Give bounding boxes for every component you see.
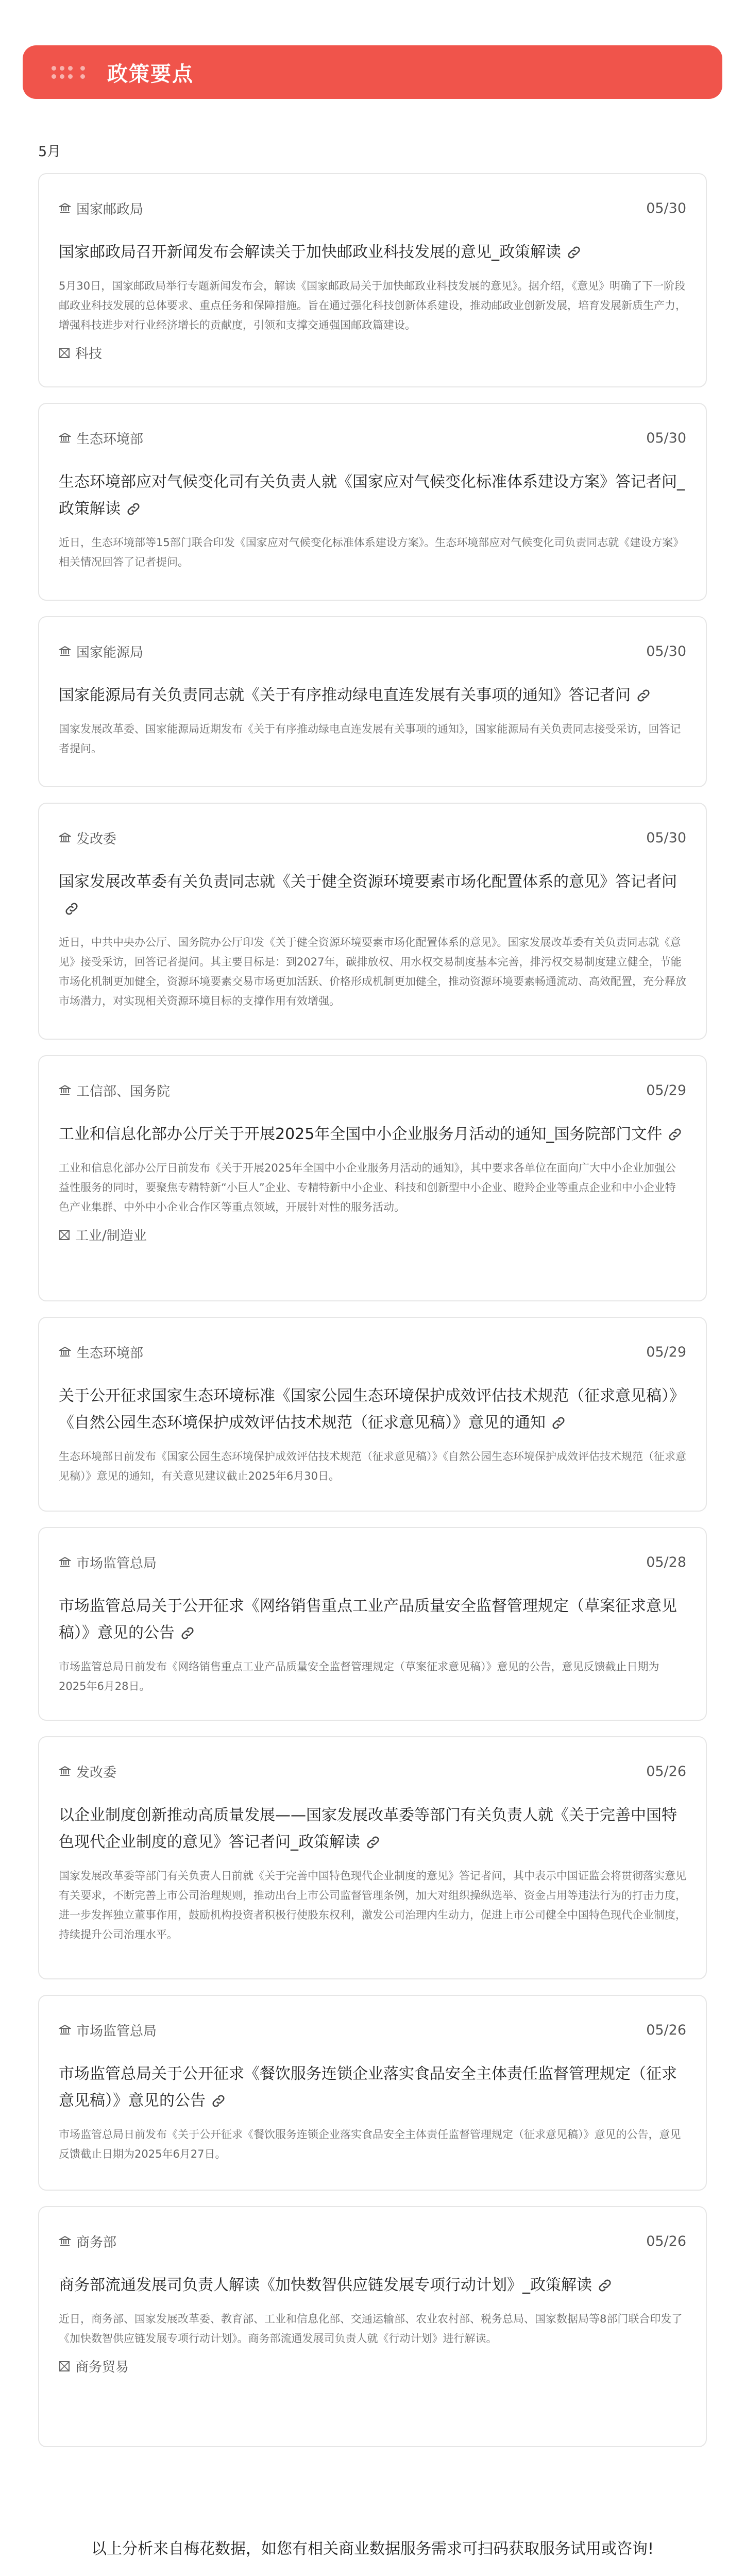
policy-title-text[interactable]: 关于公开征求国家生态环境标准《国家公园生态环境保护成效评估技术规范（征求意见稿）》《自然公园生态环境保护成效评估技术规范（征求意见稿）》意见的通知 xyxy=(59,1387,685,1432)
source-label: 发改委 xyxy=(76,831,117,847)
policy-title[interactable] xyxy=(59,469,686,522)
category-label: 科技 xyxy=(75,346,103,362)
policy-title-text[interactable]: 商务部流通发展司负责人解读《加快数智供应链发展专项行动计划》_政策解读 xyxy=(59,2276,592,2294)
publish-date: 05/30 xyxy=(646,430,686,446)
policy-summary: 5月30日，国家邮政局举行专题新闻发布会，解读《国家邮政局关于加快邮政业科技发展的意见》。据介绍，《意见》明确了下一阶段邮政业科技发展的总体要求、重点任务和保障措施。旨在通过强化科技创新体系建设，推动邮政业创新发展，培育发展新质生产力，增强科技进步对行业经济增长的贡献度，引领和支撑交通强国邮政篇建设。 xyxy=(59,280,686,331)
policy-title-text[interactable]: 以企业制度创新推动高质量发展——国家发展改革委等部门有关负责人就《关于完善中国特色现代企业制度的意见》答记者问_政策解读 xyxy=(59,1806,677,1851)
source xyxy=(59,2021,157,2040)
source-label: 国家邮政局 xyxy=(76,201,144,217)
decorative-dots xyxy=(52,62,98,82)
policy-title-text[interactable]: 工业和信息化部办公厅关于开展2025年全国中小企业服务月活动的通知_国务院部门文件 xyxy=(59,1125,663,1143)
source xyxy=(59,2232,116,2251)
tag-icon xyxy=(59,1229,70,1241)
month-label: 5月 xyxy=(38,144,61,160)
source-label: 国家能源局 xyxy=(76,645,144,660)
policy-title[interactable] xyxy=(59,682,686,709)
policy-card[interactable] xyxy=(38,1317,707,1512)
category-tag xyxy=(59,2357,686,2376)
card-header xyxy=(59,1080,686,1100)
source xyxy=(59,828,116,848)
card-header xyxy=(59,198,686,218)
category-label: 工业/制造业 xyxy=(75,1228,147,1244)
card-header xyxy=(59,641,686,662)
bank-icon xyxy=(59,1556,71,1568)
link-icon[interactable] xyxy=(636,688,651,703)
source xyxy=(59,429,143,448)
publish-date: 05/26 xyxy=(646,2233,686,2249)
source-label: 生态环境部 xyxy=(76,431,144,447)
category-tag xyxy=(59,1225,686,1244)
bank-icon xyxy=(59,202,71,214)
policy-title[interactable] xyxy=(59,1593,686,1647)
source-label: 生态环境部 xyxy=(76,1345,144,1361)
card-header xyxy=(59,827,686,848)
source xyxy=(59,1081,170,1100)
section-header xyxy=(23,45,722,99)
policy-title-text[interactable]: 国家发展改革委有关负责同志就《关于健全资源环境要素市场化配置体系的意见》答记者问 xyxy=(59,873,677,891)
policy-summary: 市场监管总局日前发布《关于公开征求《餐饮服务连锁企业落实食品安全主体责任监督管理规定（征求意见稿）》意见的公告，意见反馈截止日期为2025年6月27日。 xyxy=(59,2128,681,2160)
policy-card[interactable] xyxy=(38,1055,707,1301)
policy-card[interactable] xyxy=(38,1995,707,2191)
policy-title[interactable] xyxy=(59,2272,686,2299)
policy-summary: 市场监管总局日前发布《网络销售重点工业产品质量安全监督管理规定（草案征求意见稿）》意见的公告，意见反馈截止日期为2025年6月28日。 xyxy=(59,1660,659,1692)
card-header xyxy=(59,2231,686,2251)
policy-title[interactable] xyxy=(59,869,686,922)
card-header xyxy=(59,1552,686,1572)
source xyxy=(59,1553,157,1572)
policy-title-text[interactable]: 市场监管总局关于公开征求《网络销售重点工业产品质量安全监督管理规定（草案征求意见稿）》意见的公告 xyxy=(59,1597,677,1642)
policy-card[interactable] xyxy=(38,173,707,387)
policy-summary: 近日，生态环境部等15部门联合印发《国家应对气候变化标准体系建设方案》。生态环境部应对气候变化司负责同志就《建设方案》相关情况回答了记者提问。 xyxy=(59,536,684,568)
source xyxy=(59,1762,116,1781)
policy-card[interactable] xyxy=(38,2206,707,2447)
category-tag xyxy=(59,343,686,362)
policy-summary: 近日，中共中央办公厅、国务院办公厅印发《关于健全资源环境要素市场化配置体系的意见》。国家发展改革委有关负责同志就《意见》接受采访，回答记者提问。其主要目标是：到2027年，碳排放权、用水权交易制度基本完善，排污权交易制度建立健全，节能市场化机制更加健全，资源环境要素交易市场更加活跃、价格形成机制更加健全，推动资源环境要素畅通流动、高效配置，充分释放市场潜力，对实现相关资源环境目标的支撑作用有效增强。 xyxy=(59,936,686,1007)
source-label: 市场监管总局 xyxy=(76,1555,157,1571)
source-label: 发改委 xyxy=(76,1765,117,1781)
policy-title-text[interactable]: 生态环境部应对气候变化司有关负责人就《国家应对气候变化标准体系建设方案》答记者问_政策解读 xyxy=(59,473,685,518)
bank-icon xyxy=(59,432,71,444)
source-label: 工信部、国务院 xyxy=(76,1083,171,1099)
link-icon[interactable] xyxy=(64,901,79,917)
source xyxy=(59,1343,143,1362)
bank-icon xyxy=(59,1765,71,1777)
link-icon[interactable] xyxy=(566,245,582,260)
policy-title[interactable] xyxy=(59,239,686,266)
publish-date: 05/30 xyxy=(646,643,686,659)
policy-card[interactable] xyxy=(38,803,707,1040)
section-title: 政策要点 xyxy=(107,62,194,86)
link-icon[interactable] xyxy=(180,1625,195,1641)
policy-title-text[interactable]: 国家能源局有关负责同志就《关于有序推动绿电直连发展有关事项的通知》答记者问 xyxy=(59,686,631,704)
publish-date: 05/26 xyxy=(646,1763,686,1780)
policy-title-text[interactable]: 国家邮政局召开新闻发布会解读关于加快邮政业科技发展的意见_政策解读 xyxy=(59,243,561,261)
link-icon[interactable] xyxy=(597,2278,613,2293)
publish-date: 05/26 xyxy=(646,2022,686,2038)
card-header xyxy=(59,1761,686,1782)
publish-date: 05/30 xyxy=(646,200,686,216)
source xyxy=(59,199,143,218)
source xyxy=(59,642,143,661)
policy-title-text[interactable]: 市场监管总局关于公开征求《餐饮服务连锁企业落实食品安全主体责任监督管理规定（征求意见稿）》意见的公告 xyxy=(59,2065,677,2110)
bank-icon xyxy=(59,1084,71,1096)
source-label: 市场监管总局 xyxy=(76,2023,157,2039)
card-header xyxy=(59,2020,686,2040)
card-header xyxy=(59,1342,686,1362)
link-icon[interactable] xyxy=(211,2093,226,2109)
policy-card[interactable] xyxy=(38,1736,707,1979)
publish-date: 05/29 xyxy=(646,1344,686,1360)
bank-icon xyxy=(59,832,71,844)
link-icon[interactable] xyxy=(126,501,141,517)
policy-title[interactable] xyxy=(59,1121,686,1148)
policy-title[interactable] xyxy=(59,1802,686,1856)
bank-icon xyxy=(59,1346,71,1358)
policy-summary: 国家发展改革委等部门有关负责人日前就《关于完善中国特色现代企业制度的意见》答记者问，其中表示中国证监会将贯彻落实意见有关要求，不断完善上市公司治理规则，推动出台上市公司监督管理条例，加大对组织操纵选举、资金占用等违法行为的打击力度，进一步发挥独立董事作用，鼓励机构投资者积极行使股东权利，激发公司治理内生动力，促进上市公司健全中国特色现代企业制度，持续提升公司治理水平。 xyxy=(59,1870,686,1941)
link-icon[interactable] xyxy=(667,1127,683,1142)
tag-icon xyxy=(59,2361,70,2372)
publish-date: 05/30 xyxy=(646,829,686,846)
policy-title[interactable] xyxy=(59,1383,686,1436)
policy-summary: 近日，商务部、国家发展改革委、教育部、工业和信息化部、交通运输部、农业农村部、税务总局、国家数据局等8部门联合印发了《加快数智供应链发展专项行动计划》。商务部流通发展司负责人就《行动计划》进行解读。 xyxy=(59,2313,683,2345)
bank-icon xyxy=(59,645,71,657)
policy-summary: 工业和信息化部办公厅日前发布《关于开展2025年全国中小企业服务月活动的通知》，其中要求各单位在面向广大中小企业加强公益性服务的同时，要聚焦专精特新“小巨人”企业、专精特新中小企业、科技和创新型中小企业、瞪羚企业等重点企业和中小企业特色产业集群、中外中小企业合作区等重点领域，开展针对性的服务活动。 xyxy=(59,1162,676,1213)
policy-title[interactable] xyxy=(59,2061,686,2114)
policy-card[interactable] xyxy=(38,616,707,787)
policy-summary: 国家发展改革委、国家能源局近期发布《关于有序推动绿电直连发展有关事项的通知》，国家能源局有关负责同志接受采访，回答记者提问。 xyxy=(59,723,681,755)
bank-icon xyxy=(59,2235,71,2247)
source-label: 商务部 xyxy=(76,2234,117,2250)
tag-icon xyxy=(59,347,70,359)
link-icon[interactable] xyxy=(551,1415,566,1431)
card-header xyxy=(59,428,686,448)
link-icon[interactable] xyxy=(365,1835,381,1850)
policy-card[interactable] xyxy=(38,403,707,601)
footer-note: 以上分析来自梅花数据，如您有相关商业数据服务需求可扫码获取服务试用或咨询! xyxy=(91,2540,654,2558)
publish-date: 05/28 xyxy=(646,1554,686,1570)
bank-icon xyxy=(59,2024,71,2036)
policy-summary: 生态环境部日前发布《国家公园生态环境保护成效评估技术规范（征求意见稿）》《自然公园生态环境保护成效评估技术规范（征求意见稿）》意见的通知，有关意见建议截止2025年6月30日。 xyxy=(59,1450,686,1482)
publish-date: 05/29 xyxy=(646,1082,686,1098)
category-label: 商务贸易 xyxy=(75,2360,129,2375)
policy-card[interactable] xyxy=(38,1527,707,1721)
